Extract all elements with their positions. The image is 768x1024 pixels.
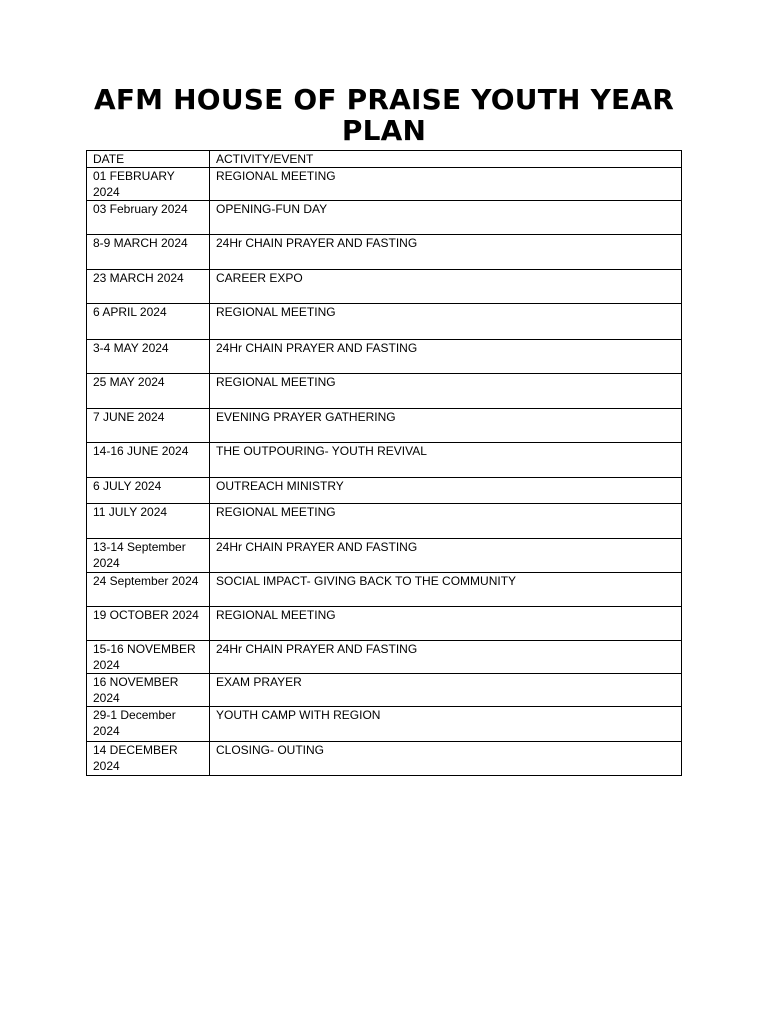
- row-date: 01 FEBRUARY 2024: [87, 168, 210, 201]
- table-row: [87, 304, 682, 340]
- row-activity: CLOSING- OUTING: [210, 742, 682, 776]
- row-activity: REGIONAL MEETING: [210, 504, 682, 539]
- row-date: 6 APRIL 2024: [87, 304, 210, 340]
- row-activity: 24Hr CHAIN PRAYER AND FASTING: [210, 539, 682, 573]
- row-date: 13-14 September 2024: [87, 539, 210, 573]
- table-row: [87, 504, 682, 539]
- table-row: [87, 201, 682, 235]
- table-row: [87, 270, 682, 304]
- row-date: 11 JULY 2024: [87, 504, 210, 539]
- table-row: [87, 641, 682, 674]
- row-activity: OPENING-FUN DAY: [210, 201, 682, 235]
- table-row: [87, 539, 682, 573]
- row-date: 7 JUNE 2024: [87, 409, 210, 443]
- row-date: 15-16 NOVEMBER 2024: [87, 641, 210, 674]
- table-row: [87, 374, 682, 409]
- row-date: 23 MARCH 2024: [87, 270, 210, 304]
- table-row: [87, 742, 682, 776]
- row-activity: 24Hr CHAIN PRAYER AND FASTING: [210, 641, 682, 674]
- page-title: AFM HOUSE OF PRAISE YOUTH YEAR PLAN: [93, 83, 675, 147]
- table-row: [87, 168, 682, 201]
- row-date: 3-4 MAY 2024: [87, 340, 210, 374]
- row-activity: REGIONAL MEETING: [210, 607, 682, 641]
- table-row: [87, 607, 682, 641]
- table-row: [87, 478, 682, 504]
- row-activity: EVENING PRAYER GATHERING: [210, 409, 682, 443]
- row-activity: CAREER EXPO: [210, 270, 682, 304]
- year-plan-table: [86, 150, 682, 776]
- row-date: 29-1 December 2024: [87, 707, 210, 742]
- table-row: [87, 235, 682, 270]
- row-date: 25 MAY 2024: [87, 374, 210, 409]
- row-date: 24 September 2024: [87, 573, 210, 607]
- column-header-activity: ACTIVITY/EVENT: [210, 151, 682, 168]
- row-date: 6 JULY 2024: [87, 478, 210, 504]
- row-activity: REGIONAL MEETING: [210, 168, 682, 201]
- table-row: [87, 707, 682, 742]
- table-row: [87, 443, 682, 478]
- row-activity: THE OUTPOURING- YOUTH REVIVAL: [210, 443, 682, 478]
- row-activity: OUTREACH MINISTRY: [210, 478, 682, 504]
- row-activity: 24Hr CHAIN PRAYER AND FASTING: [210, 340, 682, 374]
- row-date: 14-16 JUNE 2024: [87, 443, 210, 478]
- table-row: [87, 340, 682, 374]
- table-row: [87, 573, 682, 607]
- table-row: [87, 409, 682, 443]
- row-activity: REGIONAL MEETING: [210, 304, 682, 340]
- row-date: 8-9 MARCH 2024: [87, 235, 210, 270]
- table-row: [87, 674, 682, 707]
- row-activity: EXAM PRAYER: [210, 674, 682, 707]
- row-activity: REGIONAL MEETING: [210, 374, 682, 409]
- column-header-date: DATE: [87, 151, 210, 168]
- row-activity: YOUTH CAMP WITH REGION: [210, 707, 682, 742]
- row-date: 19 OCTOBER 2024: [87, 607, 210, 641]
- row-activity: SOCIAL IMPACT- GIVING BACK TO THE COMMUNITY: [210, 573, 682, 607]
- table-header-row: [87, 151, 682, 168]
- row-activity: 24Hr CHAIN PRAYER AND FASTING: [210, 235, 682, 270]
- row-date: 14 DECEMBER 2024: [87, 742, 210, 776]
- row-date: 16 NOVEMBER 2024: [87, 674, 210, 707]
- row-date: 03 February 2024: [87, 201, 210, 235]
